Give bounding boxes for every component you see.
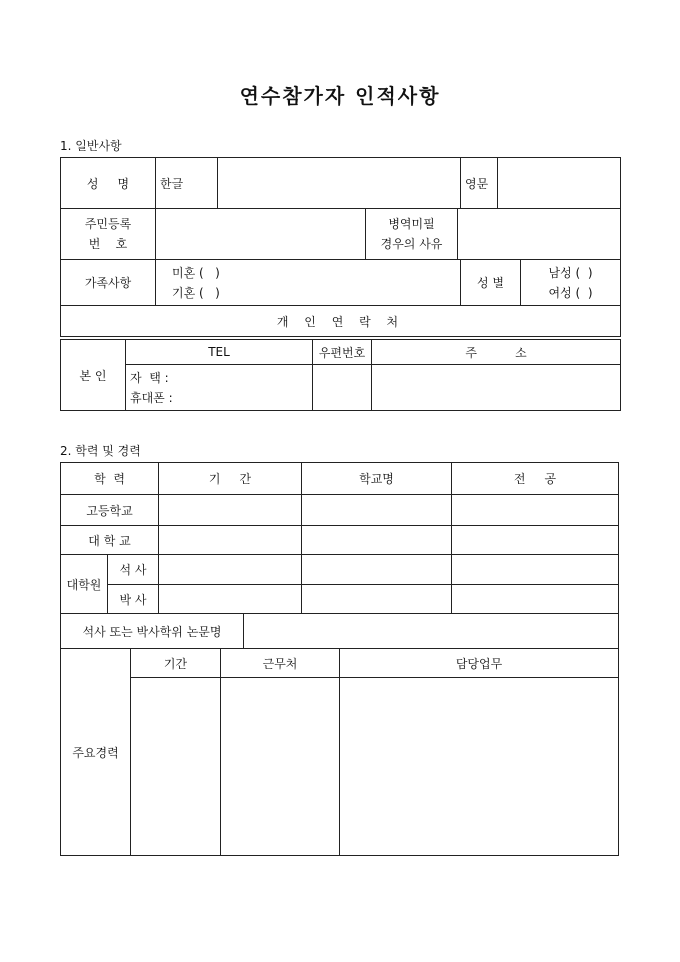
general-info-table <box>60 157 621 337</box>
doctorate-label: 박 사 <box>108 585 159 614</box>
page-title: 연수참가자 인적사항 <box>239 84 441 108</box>
female-option[interactable]: 여성 ( ) <box>548 285 593 300</box>
marital-status-field[interactable] <box>156 260 461 306</box>
university-period[interactable] <box>159 526 302 555</box>
edu-header-school: 학교명 <box>302 463 452 495</box>
home-label: 자 택 : <box>130 370 169 385</box>
doctorate-period[interactable] <box>159 585 302 614</box>
married-option[interactable]: 기혼 ( ) <box>172 285 220 300</box>
military-reason-field[interactable] <box>458 209 621 260</box>
high-school-period[interactable] <box>159 495 302 526</box>
postal-label: 우편번호 <box>313 340 372 365</box>
name-label <box>61 158 156 209</box>
self-label: 본 인 <box>61 340 126 411</box>
career-header-workplace: 근무처 <box>221 649 340 678</box>
address-field[interactable] <box>372 365 621 411</box>
high-school-name[interactable] <box>302 495 452 526</box>
high-school-major[interactable] <box>452 495 619 526</box>
section-1-heading: 1. 일반사항 <box>60 139 122 153</box>
career-label: 주요경력 <box>61 649 131 856</box>
military-reason-label <box>366 209 458 260</box>
doctorate-major[interactable] <box>452 585 619 614</box>
career-header-duties: 담당업무 <box>340 649 619 678</box>
family-label: 가족사항 <box>61 260 156 306</box>
thesis-label: 석사 또는 박사학위 논문명 <box>61 614 244 649</box>
masters-school[interactable] <box>302 555 452 585</box>
korean-name-label: 한글 <box>156 158 218 209</box>
masters-period[interactable] <box>159 555 302 585</box>
thesis-table <box>60 613 619 649</box>
high-school-label: 고등학교 <box>61 495 159 526</box>
university-name[interactable] <box>302 526 452 555</box>
doctorate-school[interactable] <box>302 585 452 614</box>
english-name-label: 영문 <box>461 158 498 209</box>
gender-label: 성 별 <box>461 260 521 306</box>
section-2-heading: 2. 학력 및 경력 <box>60 444 141 458</box>
resident-label-line1: 주민등록 <box>84 217 132 231</box>
edu-header-degree: 학 력 <box>61 463 159 495</box>
career-duties-field[interactable] <box>340 678 619 856</box>
tel-field[interactable] <box>126 365 313 411</box>
masters-major[interactable] <box>452 555 619 585</box>
military-label-line1: 병역미필 <box>388 217 435 231</box>
education-table <box>60 462 619 614</box>
gender-field[interactable] <box>521 260 621 306</box>
edu-header-major: 전 공 <box>452 463 619 495</box>
university-label: 대 학 교 <box>61 526 159 555</box>
military-label-line2: 경우의 사유 <box>380 237 443 251</box>
korean-name-field[interactable] <box>218 158 461 209</box>
resident-number-label <box>61 209 156 260</box>
career-period-field[interactable] <box>131 678 221 856</box>
contact-header: 개 인 연 락 처 <box>61 306 621 337</box>
university-major[interactable] <box>452 526 619 555</box>
english-name-field[interactable] <box>498 158 621 209</box>
career-header-period: 기간 <box>131 649 221 678</box>
contact-table <box>60 339 621 411</box>
mobile-label: 휴대폰 : <box>130 390 173 405</box>
tel-label: TEL <box>126 340 313 365</box>
resident-number-field[interactable] <box>156 209 366 260</box>
postal-field[interactable] <box>313 365 372 411</box>
grad-school-label: 대학원 <box>61 555 108 614</box>
single-option[interactable]: 미혼 ( ) <box>172 265 220 280</box>
career-workplace-field[interactable] <box>221 678 340 856</box>
resident-label-line2: 번 호 <box>88 237 128 251</box>
male-option[interactable]: 남성 ( ) <box>548 265 593 280</box>
thesis-field[interactable] <box>244 614 619 649</box>
career-table <box>60 648 619 856</box>
masters-label: 석 사 <box>108 555 159 585</box>
address-label: 주 소 <box>372 340 621 365</box>
edu-header-period: 기 간 <box>159 463 302 495</box>
name-label-text: 성 명 <box>86 176 130 191</box>
